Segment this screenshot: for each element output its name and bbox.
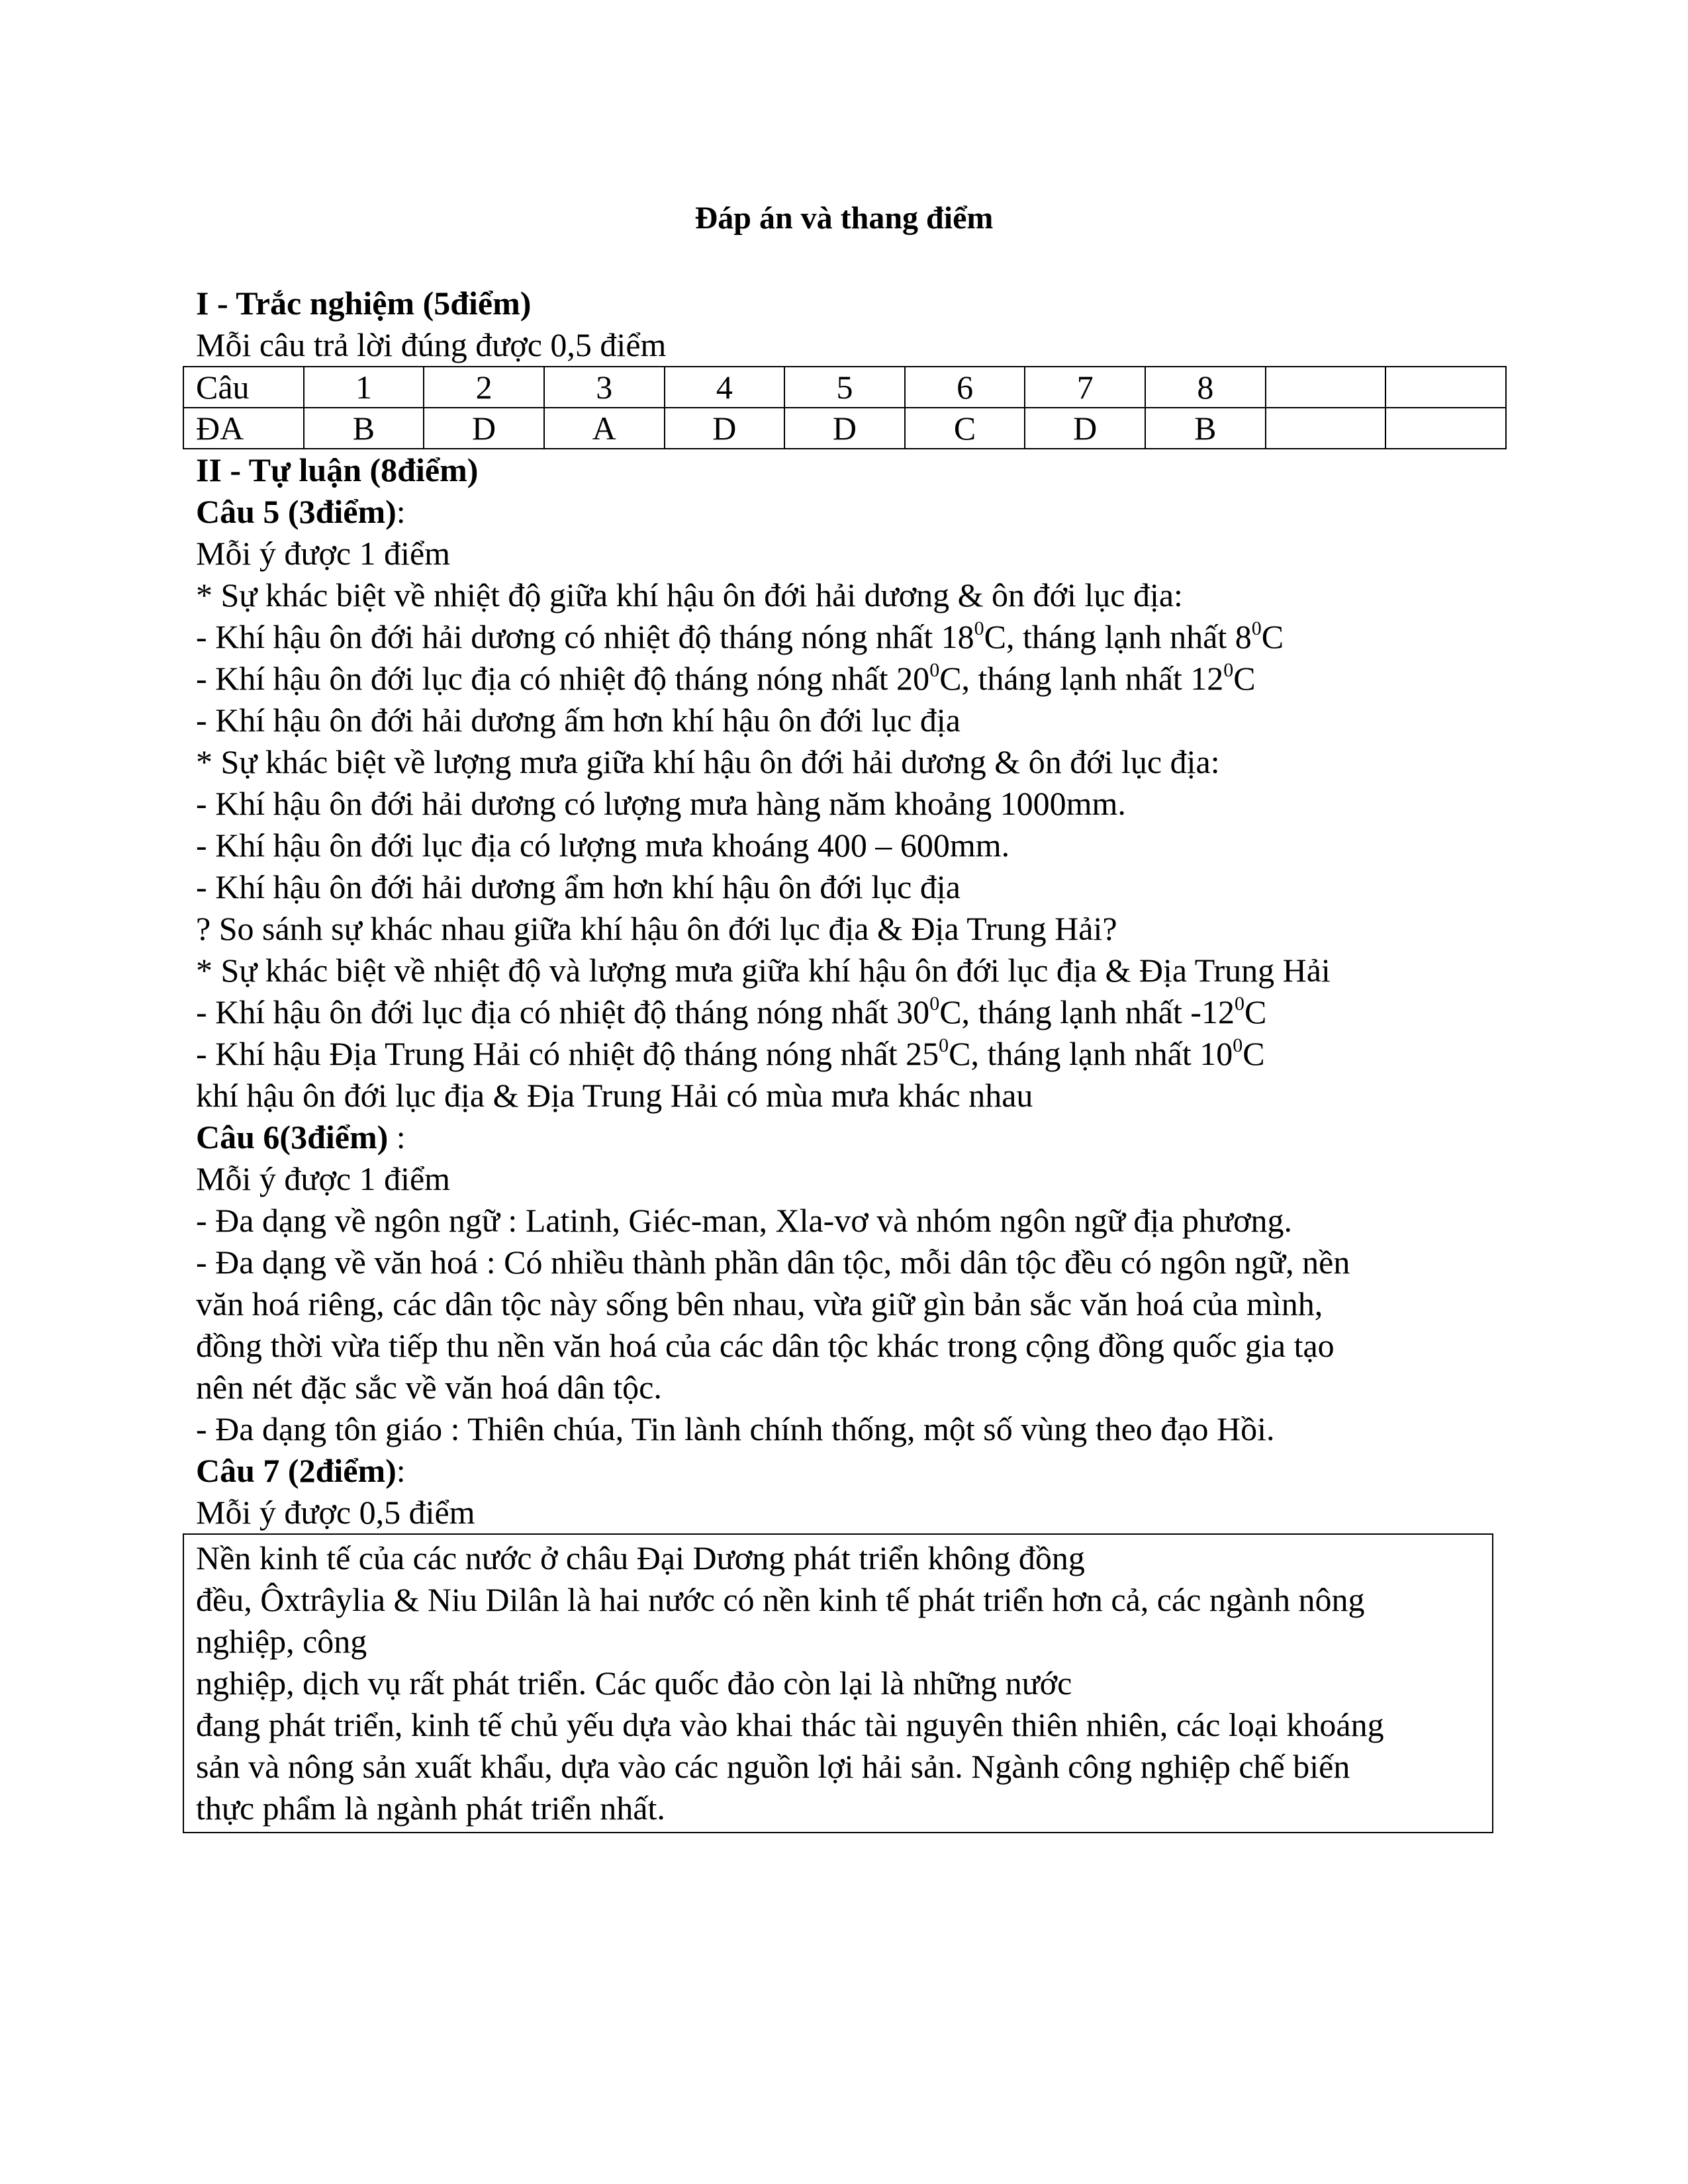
cau7-heading-line: [196, 1450, 1507, 1492]
text-segment: C, tháng lạnh nhất 10: [949, 1035, 1233, 1072]
cau5-line: - Khí hậu ôn đới lục địa có lượng mưa khoáng 400 – 600mm.: [196, 827, 1010, 864]
degree-superscript: 0: [1233, 1034, 1243, 1056]
cau5-line: * Sự khác biệt về nhiệt độ và lượng mưa giữa khí hậu ôn đới lục địa & Địa Trung Hải: [196, 952, 1331, 989]
cau5-line: - Khí hậu ôn đới hải dương ẩm hơn khí hậu ôn đới lục địa: [196, 868, 961, 905]
table-cell: 4: [665, 367, 785, 408]
box-line: thực phẩm là ngành phát triển nhất.: [196, 1790, 665, 1827]
text-segment: - Khí hậu ôn đới lục địa có nhiệt độ tháng nóng nhất 20: [196, 660, 930, 697]
table-cell: B: [304, 408, 424, 449]
cau6-line: - Đa dạng về văn hoá : Có nhiều thành phần dân tộc, mỗi dân tộc đều có ngôn ngữ, nền: [196, 1244, 1350, 1281]
table-cell: 5: [784, 367, 905, 408]
cau7-heading-suffix: :: [396, 1452, 406, 1489]
box-line: nghiệp, công: [196, 1623, 367, 1660]
cau7-note: Mỗi ý được 0,5 điểm: [196, 1494, 475, 1531]
box-line: sản và nông sản xuất khẩu, dựa vào các nguồn lợi hải sản. Ngành công nghiệp chế biến: [196, 1748, 1350, 1785]
text-segment: C: [1243, 1035, 1265, 1072]
degree-superscript: 0: [1251, 617, 1262, 639]
table-cell: 2: [424, 367, 544, 408]
part2-heading: II - Tự luận (8điểm): [196, 451, 479, 488]
cau5-line: khí hậu ôn đới lục địa & Địa Trung Hải có mùa mưa khác nhau: [196, 1077, 1033, 1114]
cau5-line: ? So sánh sự khác nhau giữa khí hậu ôn đới lục địa & Địa Trung Hải?: [196, 910, 1117, 947]
cau5-line: [196, 991, 1507, 1033]
text-segment: - Khí hậu Địa Trung Hải có nhiệt độ tháng nóng nhất 25: [196, 1035, 939, 1072]
table-cell: B: [1145, 408, 1266, 449]
part1-note: Mỗi câu trả lời đúng được 0,5 điểm: [196, 326, 667, 363]
cau6-line: - Đa dạng về ngôn ngữ : Latinh, Giéc-man, Xla-vơ và nhóm ngôn ngữ địa phương.: [196, 1202, 1293, 1239]
cau6-heading: Câu 6(3điểm): [196, 1118, 389, 1156]
cau5-line: [196, 1033, 1507, 1075]
table-cell: [1385, 367, 1506, 408]
table-cell: 1: [304, 367, 424, 408]
table-cell: D: [1025, 408, 1145, 449]
degree-superscript: 0: [1234, 993, 1244, 1015]
cau5-line: * Sự khác biệt về nhiệt độ giữa khí hậu ôn đới hải dương & ôn đới lục địa:: [196, 576, 1183, 614]
table-cell: 3: [544, 367, 665, 408]
cau6-heading-line: [196, 1116, 1507, 1158]
cau6-line: nên nét đặc sắc về văn hoá dân tộc.: [196, 1369, 662, 1406]
table-cell: A: [544, 408, 665, 449]
cau5-line: - Khí hậu ôn đới hải dương có lượng mưa hàng năm khoảng 1000mm.: [196, 785, 1126, 822]
cau5-heading: Câu 5 (3điểm): [196, 493, 397, 530]
box-line: Nền kinh tế của các nước ở châu Đại Dương phát triển không đồng: [196, 1539, 1085, 1576]
cau5-line: [196, 616, 1507, 658]
part1-heading: I - Trắc nghiệm (5điểm): [196, 285, 532, 322]
table-row-answer: [183, 408, 1506, 449]
table-row-question: [183, 367, 1506, 408]
table-cell: [1266, 408, 1386, 449]
degree-superscript: 0: [974, 617, 984, 639]
cau5-line: - Khí hậu ôn đới hải dương ấm hơn khí hậu ôn đới lục địa: [196, 702, 961, 739]
table-cell: 8: [1145, 367, 1266, 408]
table-cell: D: [424, 408, 544, 449]
cau6-line: văn hoá riêng, các dân tộc này sống bên nhau, vừa giữ gìn bản sắc văn hoá của mình,: [196, 1285, 1323, 1322]
degree-superscript: 0: [939, 1034, 949, 1056]
table-cell: [1266, 367, 1386, 408]
degree-superscript: 0: [1223, 659, 1234, 681]
cau6-note: Mỗi ý được 1 điểm: [196, 1160, 451, 1197]
box-line: đều, Ôxtrâylia & Niu Dilân là hai nước có nền kinh tế phát triển hơn cả, các ngành nông: [196, 1581, 1365, 1618]
text-segment: - Khí hậu ôn đới hải dương có nhiệt độ tháng nóng nhất 18: [196, 618, 974, 655]
table-cell: D: [665, 408, 785, 449]
text-segment: C: [1261, 618, 1284, 655]
table-cell: [1385, 408, 1506, 449]
document-body: [196, 283, 1507, 1833]
box-line: nghiệp, dịch vụ rất phát triển. Các quốc đảo còn lại là những nước: [196, 1664, 1072, 1702]
cau5-heading-line: [196, 491, 1507, 533]
cau5-line: [196, 658, 1507, 700]
box-line: đang phát triển, kinh tế chủ yếu dựa vào khai thác tài nguyên thiên nhiên, các loại khoáng: [196, 1706, 1384, 1743]
cau5-heading-suffix: :: [396, 493, 406, 530]
text-segment: C, tháng lạnh nhất 12: [939, 660, 1224, 697]
table-cell: D: [784, 408, 905, 449]
text-segment: - Khí hậu ôn đới lục địa có nhiệt độ tháng nóng nhất 30: [196, 993, 930, 1030]
cau5-line: * Sự khác biệt về lượng mưa giữa khí hậu ôn đới hải dương & ôn đới lục địa:: [196, 743, 1220, 780]
cau5-note: Mỗi ý được 1 điểm: [196, 535, 451, 572]
answer-table: [183, 366, 1507, 449]
table-cell: C: [905, 408, 1025, 449]
degree-superscript: 0: [929, 659, 940, 681]
table-cell: 7: [1025, 367, 1145, 408]
text-segment: C: [1233, 660, 1256, 697]
cau7-heading: Câu 7 (2điểm): [196, 1452, 397, 1489]
page-title: Đáp án và thang điểm: [694, 201, 994, 236]
degree-superscript: 0: [929, 993, 940, 1015]
table-cell: Câu: [183, 367, 304, 408]
cau6-heading-suffix: :: [388, 1118, 406, 1156]
table-cell: ĐA: [183, 408, 304, 449]
text-segment: C: [1244, 993, 1267, 1030]
text-segment: C, tháng lạnh nhất -12: [939, 993, 1235, 1030]
table-cell: 6: [905, 367, 1025, 408]
cau6-line: - Đa dạng tôn giáo : Thiên chúa, Tin lành chính thống, một số vùng theo đạo Hồi.: [196, 1410, 1275, 1447]
text-segment: C, tháng lạnh nhất 8: [984, 618, 1252, 655]
cau6-line: đồng thời vừa tiếp thu nền văn hoá của các dân tộc khác trong cộng đồng quốc gia tạo: [196, 1327, 1335, 1364]
cau7-answer-box: [183, 1533, 1493, 1833]
